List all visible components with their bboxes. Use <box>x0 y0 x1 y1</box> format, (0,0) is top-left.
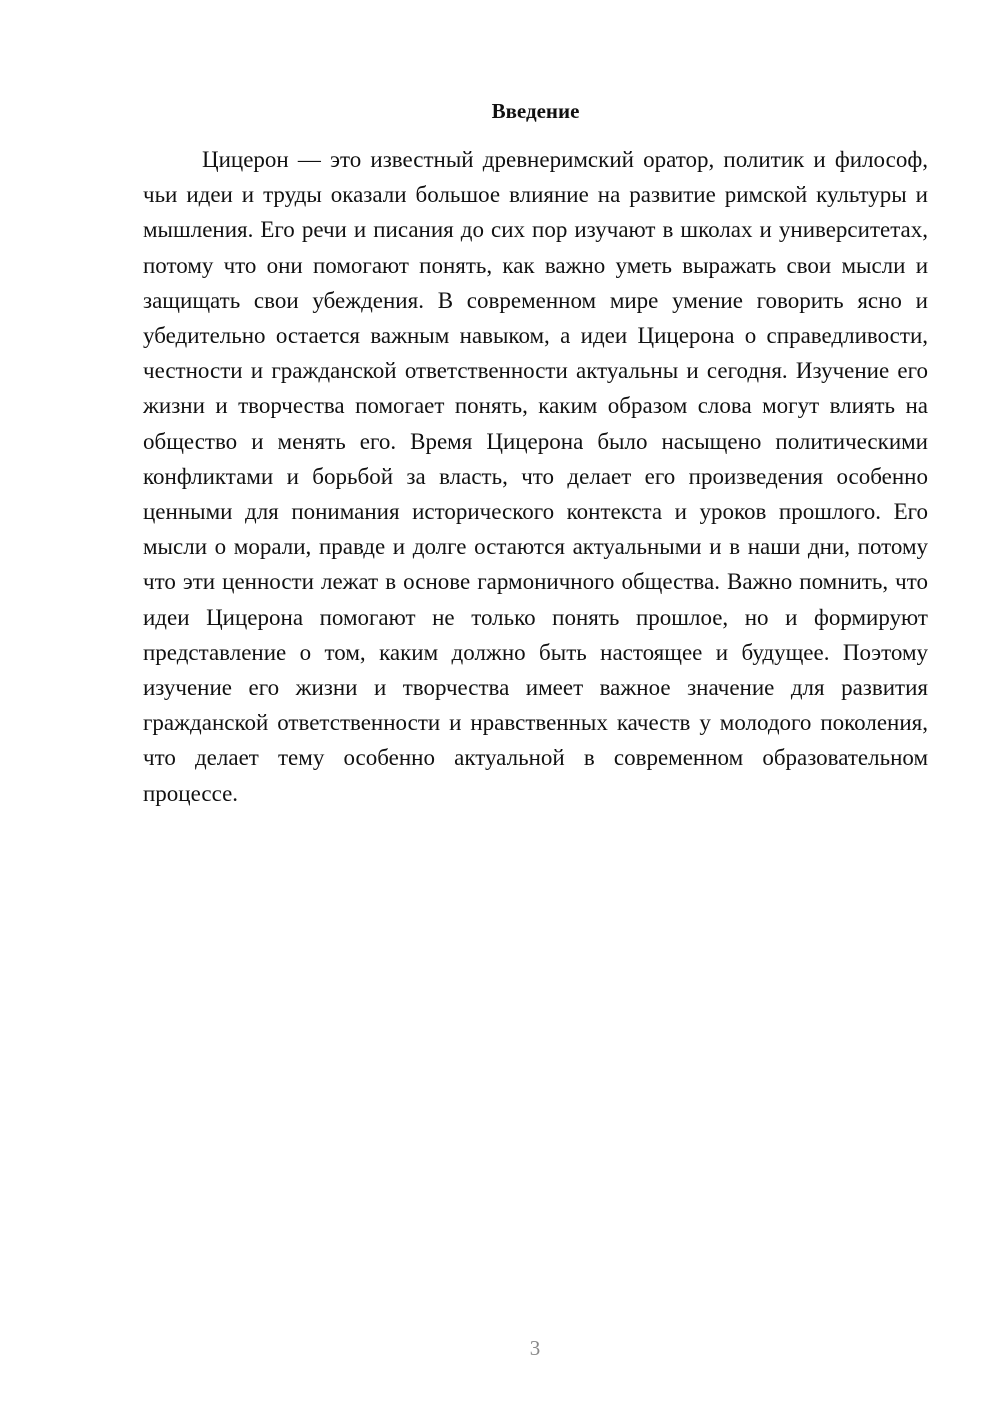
page-number: 3 <box>529 1336 541 1360</box>
body-paragraph: Цицерон — это известный древнеримский оратор, политик и философ, чьи идеи и труды оказали большое влияние на развитие римской культуры и мышления. Его речи и писания до сих пор изучают в школах и университетах, потому что они помогают понять, как важно уметь выражать свои мысли и защищать свои убеждения. В современном мире умение говорить ясно и убедительно остается важным навыком, а идеи Цицерона о справедливости, честности и гражданской ответственности актуальны и сегодня. Изучение его жизни и творчества помогает понять, каким образом слова могут влиять на общество и менять его. Время Цицерона было насыщено политическими конфликтами и борьбой за власть, что делает его произведения особенно ценными для понимания исторического контекста и уроков прошлого. Его мысли о морали, правде и долге остаются актуальными и в наши дни, потому что эти ценности лежат в основе гармоничного общества. Важно помнить, что идеи Цицерона помогают не только понять прошлое, но и формируют представление о том, каким должно быть настоящее и будущее. Поэтому изучение его жизни и творчества имеет важное значение для развития гражданской ответственности и нравственных качеств у молодого поколения, что делает тему особенно актуальной в современном образовательном процессе. <box>143 147 928 806</box>
section-title: Введение <box>491 99 580 123</box>
